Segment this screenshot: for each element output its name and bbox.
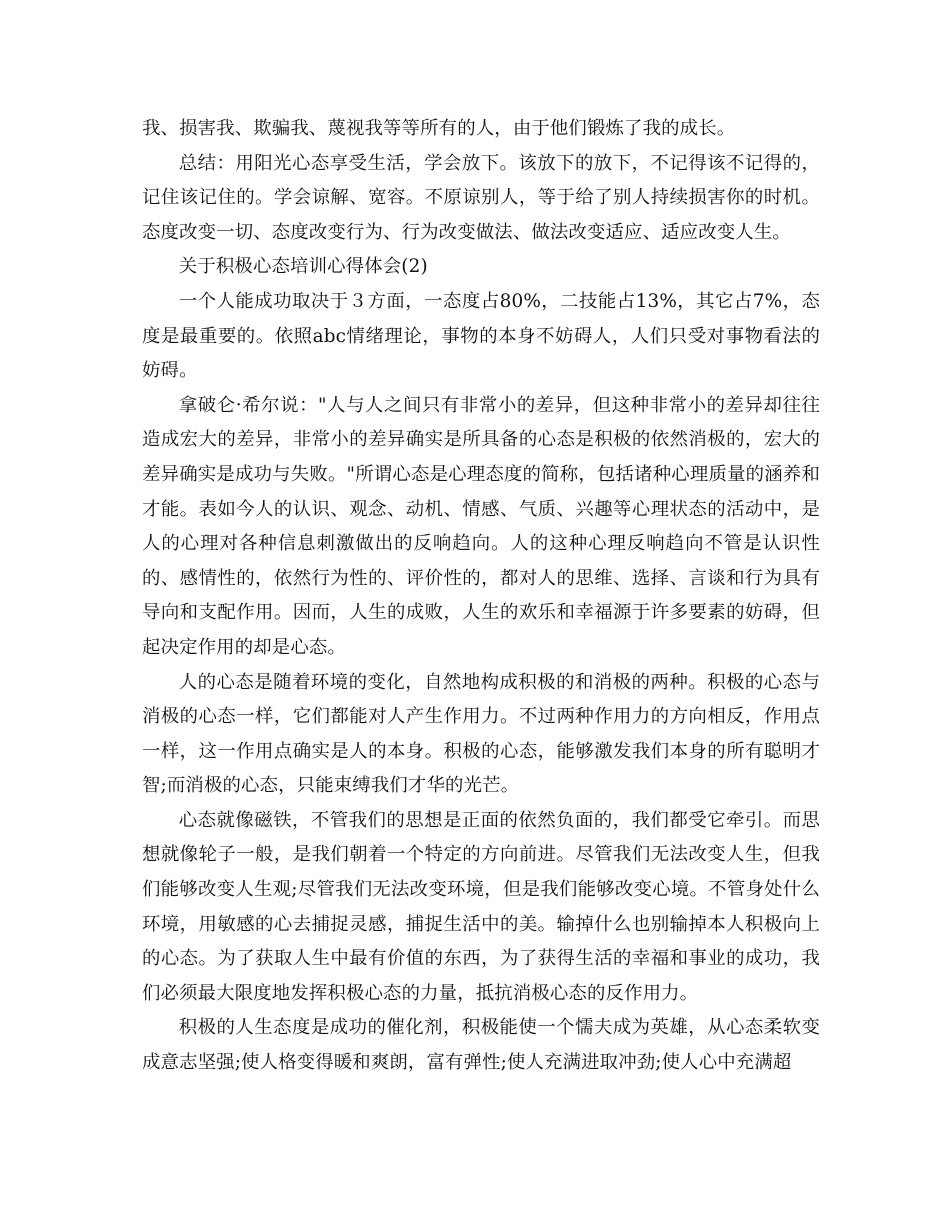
paragraph-mindset-magnet: 心态就像磁铁，不管我们的思想是正面的依然负面的，我们都受它牵引。而思想就像轮子一般，是我们朝着一个特定的方向前进。尽管我们无法改变人生，但我们能够改变人生观;尽管我们无法改变环境，但是我们能够改变心境。不管身处什么环境，用敏感的心去捕捉灵感，捕捉生活中的美。输掉什么也别输掉本人积极向上的心态。为了获取人生中最有价值的东西，为了获得生活的幸福和事业的成功，我们必须最大限度地发挥积极心态的力量，抵抗消极心态的反作用力。 [142,809,820,1004]
paragraph-continued: 我、损害我、欺骗我、蔑视我等等所有的人，由于他们锻炼了我的成长。 [142,118,736,139]
paragraph-napoleon-hill: 拿破仑·希尔说："人与人之间只有非常小的差异，但这种非常小的差异却往往造成宏大的差异，非常小的差异确实是所具备的心态是积极的依然消极的，宏大的差异确实是成功与失败。"所谓心态是心理态度的简称，包括诸种心理质量的涵养和才能。表如今人的认识、观念、动机、情感、气质、兴趣等心理状态的活动中，是人的心理对各种信息刺激做出的反响趋向。人的这种心理反响趋向不管是认识性的、感情性的，依然行为性的、评价性的，都对人的思维、选择、言谈和行为具有导向和支配作用。因而，人生的成败，人生的欢乐和幸福源于许多要素的妨碍，但起决定作用的却是心态。 [142,394,820,658]
section-heading: 关于积极心态培训心得体会(2) [178,256,428,278]
paragraph-success-factors: 一个人能成功取决于３方面，一态度占80%，二技能占13%，其它占7%，态度是最重要的。依照abc情绪理论，事物的本身不妨碍人，人们只受对事物看法的妨碍。 [142,290,820,382]
paragraph-summary: 总结：用阳光心态享受生活，学会放下。该放下的放下，不记得该不记得的，记住该记住的。学会谅解、宽容。不原谅别人，等于给了别人持续损害你的时机。态度改变一切、态度改变行为、行为改变做法、做法改变适应、适应改变人生。 [142,152,820,243]
paragraph-mindset-forces: 人的心态是随着环境的变化，自然地构成积极的和消极的两种。积极的心态与消极的心态一样，它们都能对人产生作用力。不过两种作用力的方向相反，作用点一样，这一作用点确实是人的本身。积极的心态，能够激发我们本身的所有聪明才智;而消极的心态，只能束缚我们才华的光芒。 [142,671,820,797]
paragraph-positive-attitude: 积极的人生态度是成功的催化剂，积极能使一个懦夫成为英雄，从心态柔软变成意志坚强;使人格变得暖和爽朗，富有弹性;使人充满进取冲劲;使人心中充满超 [142,1017,820,1074]
